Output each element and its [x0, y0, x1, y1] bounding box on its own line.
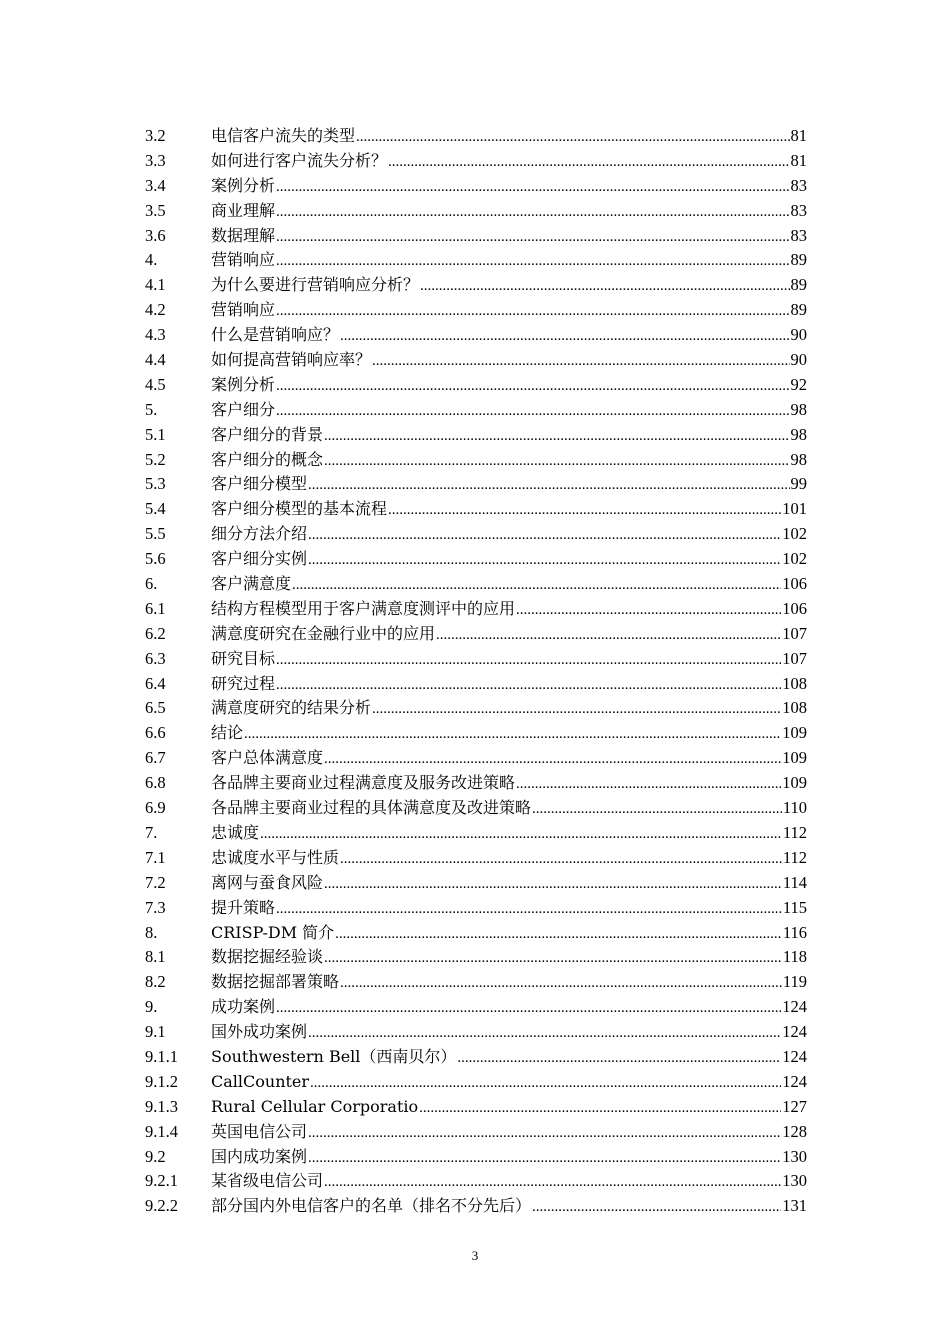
page-number: 3 — [471, 1248, 479, 1263]
toc-entry[interactable] — [145, 746, 807, 771]
toc-entry-title: 提升策略 — [211, 897, 276, 917]
toc-leader-dots — [276, 299, 789, 324]
toc-entry[interactable] — [145, 472, 807, 497]
toc-leader-dots — [276, 673, 781, 698]
toc-leader-dots — [324, 872, 782, 897]
toc-leader-dots — [276, 200, 789, 225]
toc-entry[interactable] — [145, 771, 807, 796]
toc-leader-dots — [340, 847, 782, 872]
toc-entry[interactable] — [145, 1095, 807, 1120]
toc-entry[interactable] — [145, 497, 807, 522]
toc-entry-page: 89 — [790, 250, 807, 270]
toc-entry-page: 106 — [782, 574, 807, 594]
toc-leader-dots — [308, 1021, 781, 1046]
toc-entry-number: 7.3 — [145, 897, 166, 917]
toc-leader-dots — [244, 722, 781, 747]
toc-entry-title: 客户细分模型的基本流程 — [211, 499, 388, 519]
toc-entry-number: 5.2 — [145, 449, 166, 469]
toc-leader-dots — [276, 897, 782, 922]
toc-leader-dots — [308, 523, 781, 548]
toc-entry-title: 国外成功案例 — [211, 1022, 308, 1042]
toc-leader-dots — [276, 399, 789, 424]
toc-entry-number: 5.4 — [145, 499, 166, 519]
toc-entry-number: 9.1.1 — [145, 1046, 178, 1066]
toc-entry-title: 某省级电信公司 — [211, 1171, 324, 1191]
toc-entry-number: 6.5 — [145, 698, 166, 718]
toc-entry-title: 客户总体满意度 — [211, 748, 324, 768]
toc-leader-dots — [420, 274, 789, 299]
toc-entry-number: 6.9 — [145, 798, 166, 818]
toc-entry[interactable] — [145, 373, 807, 398]
toc-entry[interactable] — [145, 945, 807, 970]
toc-entry-number: 6. — [145, 574, 158, 594]
toc-entry-number: 4.2 — [145, 300, 166, 320]
toc-entry-page: 107 — [782, 648, 807, 668]
toc-entry-page: 109 — [782, 773, 807, 793]
toc-entry-page: 115 — [782, 897, 807, 917]
toc-entry[interactable] — [145, 1145, 807, 1170]
toc-entry-page: 112 — [782, 822, 807, 842]
toc-entry-number: 6.7 — [145, 748, 166, 768]
toc-leader-dots — [372, 349, 789, 374]
toc-leader-dots — [388, 498, 781, 523]
toc-entry-title: Rural Cellular Corporatio — [211, 1096, 419, 1116]
toc-entry-page: 81 — [790, 150, 807, 170]
toc-entry-page: 119 — [782, 972, 807, 992]
toc-entry-page: 124 — [782, 1022, 807, 1042]
toc-entry-page: 109 — [782, 748, 807, 768]
toc-entry-page: 124 — [782, 1071, 807, 1091]
toc-entry-number: 5.3 — [145, 474, 166, 494]
toc-entry-title: 研究目标 — [211, 648, 276, 668]
toc-entry-number: 3.4 — [145, 175, 166, 195]
toc-leader-dots — [324, 424, 789, 449]
toc-entry-number: 6.2 — [145, 623, 166, 643]
toc-entry-title: 案例分析 — [211, 374, 276, 394]
toc-entry[interactable] — [145, 696, 807, 721]
toc-entry-title: 电信客户流失的类型 — [211, 126, 356, 145]
toc-entry-title: 案例分析 — [211, 175, 276, 195]
toc-leader-dots — [276, 996, 781, 1021]
toc-entry[interactable] — [145, 522, 807, 547]
toc-entry-title: 离网与蚕食风险 — [211, 872, 324, 892]
toc-entry-number: 7. — [145, 822, 158, 842]
toc-entry-number: 9.1.2 — [145, 1071, 178, 1091]
toc-entry[interactable] — [145, 298, 807, 323]
toc-entry-number: 6.8 — [145, 773, 166, 793]
toc-entry-number: 4.4 — [145, 350, 166, 370]
toc-entry[interactable] — [145, 224, 807, 249]
toc-entry-title: 各品牌主要商业过程的具体满意度及改进策略 — [211, 798, 532, 818]
toc-leader-dots — [388, 150, 789, 175]
toc-entry-page: 130 — [782, 1171, 807, 1191]
toc-entry[interactable] — [145, 721, 807, 746]
toc-leader-dots — [436, 623, 781, 648]
toc-leader-dots — [308, 473, 789, 498]
toc-leader-dots — [276, 648, 781, 673]
toc-entry-page: 131 — [782, 1196, 807, 1216]
toc-entry-title: 忠诚度 — [211, 822, 260, 842]
toc-entry-number: 3.3 — [145, 150, 166, 170]
toc-entry-page: 108 — [782, 673, 807, 693]
toc-entry-page: 98 — [790, 424, 807, 444]
toc-entry-number: 4.1 — [145, 275, 166, 295]
toc-entry[interactable] — [145, 821, 807, 846]
toc-entry-page: 102 — [782, 549, 807, 569]
toc-entry[interactable] — [145, 647, 807, 672]
toc-entry[interactable] — [145, 149, 807, 174]
toc-leader-dots — [516, 598, 781, 623]
toc-entry-title: 结构方程模型用于客户满意度测评中的应用 — [211, 598, 516, 618]
toc-entry-page: 98 — [790, 449, 807, 469]
toc-entry-title: CRISP-DM 简介 — [211, 922, 335, 942]
toc-entry[interactable] — [145, 871, 807, 896]
toc-entry-title: CallCounter — [211, 1071, 310, 1091]
toc-leader-dots — [457, 1046, 781, 1071]
toc-entry-page: 127 — [782, 1096, 807, 1116]
toc-leader-dots — [276, 374, 789, 399]
toc-entry-title: 客户满意度 — [211, 574, 292, 594]
toc-entry-number: 5. — [145, 399, 158, 419]
toc-entry[interactable] — [145, 796, 807, 821]
toc-entry[interactable] — [145, 672, 807, 697]
toc-leader-dots — [276, 249, 789, 274]
toc-entry-number: 4. — [145, 250, 158, 270]
toc-entry[interactable] — [145, 423, 807, 448]
toc-entry-page: 89 — [790, 300, 807, 320]
toc-entry-number: 8. — [145, 922, 158, 942]
toc-entry[interactable] — [145, 622, 807, 647]
toc-entry[interactable] — [145, 248, 807, 273]
toc-leader-dots — [276, 175, 789, 200]
toc-entry[interactable] — [145, 1120, 807, 1145]
toc-entry-title: 营销响应 — [211, 300, 276, 320]
toc-entry-page: 124 — [782, 997, 807, 1017]
toc-entry-title: 数据挖掘部署策略 — [211, 972, 340, 992]
toc-entry[interactable] — [145, 896, 807, 921]
toc-entry-number: 5.6 — [145, 549, 166, 569]
toc-entry-page: 92 — [790, 374, 807, 394]
toc-entry[interactable] — [145, 970, 807, 995]
toc-leader-dots — [276, 225, 789, 250]
toc-entry-title: 客户细分 — [211, 399, 276, 419]
toc-leader-dots — [324, 449, 789, 474]
toc-entry-title: 各品牌主要商业过程满意度及服务改进策略 — [211, 773, 516, 793]
toc-entry-number: 5.1 — [145, 424, 166, 444]
toc-entry-number: 8.2 — [145, 972, 166, 992]
table-of-contents — [145, 124, 807, 1219]
toc-leader-dots — [308, 548, 781, 573]
toc-entry[interactable] — [145, 1045, 807, 1070]
toc-entry-title: 为什么要进行营销响应分析？ — [211, 275, 420, 295]
toc-entry-page: 112 — [782, 847, 807, 867]
toc-entry-number: 9.1 — [145, 1022, 166, 1042]
toc-entry-title: 客户细分实例 — [211, 549, 308, 569]
toc-entry-page: 81 — [790, 126, 807, 145]
toc-entry-number: 6.1 — [145, 598, 166, 618]
toc-entry-page: 118 — [782, 947, 807, 967]
toc-entry-page: 83 — [790, 200, 807, 220]
toc-entry[interactable] — [145, 174, 807, 199]
toc-entry-number: 8.1 — [145, 947, 166, 967]
toc-leader-dots — [292, 573, 781, 598]
toc-entry-number: 9.2.2 — [145, 1196, 178, 1216]
toc-entry-page: 102 — [782, 524, 807, 544]
toc-entry[interactable] — [145, 1194, 807, 1219]
toc-entry-page: 128 — [782, 1121, 807, 1141]
toc-entry-page: 109 — [782, 723, 807, 743]
toc-leader-dots — [356, 125, 789, 150]
toc-leader-dots — [324, 747, 781, 772]
toc-entry[interactable] — [145, 1169, 807, 1194]
toc-entry-title: 成功案例 — [211, 997, 276, 1017]
toc-entry-page: 98 — [790, 399, 807, 419]
toc-entry-title: 忠诚度水平与性质 — [211, 847, 340, 867]
toc-entry[interactable] — [145, 572, 807, 597]
toc-entry-number: 6.6 — [145, 723, 166, 743]
toc-leader-dots — [532, 797, 782, 822]
toc-entry-title: 英国电信公司 — [211, 1121, 308, 1141]
toc-entry-title: 国内成功案例 — [211, 1146, 308, 1166]
toc-entry-number: 9.1.4 — [145, 1121, 178, 1141]
toc-entry-title: 满意度研究的结果分析 — [211, 698, 372, 718]
toc-entry-number: 7.2 — [145, 872, 166, 892]
toc-entry[interactable] — [145, 1020, 807, 1045]
toc-entry-page: 110 — [782, 798, 807, 818]
toc-entry-title: 客户细分的背景 — [211, 424, 324, 444]
toc-entry-page: 90 — [790, 325, 807, 345]
toc-entry-number: 3.2 — [145, 126, 166, 145]
toc-leader-dots — [340, 324, 789, 349]
toc-entry-title: 结论 — [211, 723, 244, 743]
toc-entry-number: 4.5 — [145, 374, 166, 394]
toc-entry-number: 9.2 — [145, 1146, 166, 1166]
toc-entry-title: 商业理解 — [211, 200, 276, 220]
toc-entry-page: 101 — [782, 499, 807, 519]
toc-entry-title: 什么是营销响应？ — [211, 325, 340, 345]
toc-entry-number: 5.5 — [145, 524, 166, 544]
toc-entry-number: 6.4 — [145, 673, 166, 693]
toc-entry-page: 106 — [782, 598, 807, 618]
toc-entry-title: 营销响应 — [211, 250, 276, 270]
toc-entry-title: 如何提高营销响应率？ — [211, 350, 372, 370]
toc-entry[interactable] — [145, 348, 807, 373]
toc-entry-page: 114 — [782, 872, 807, 892]
toc-entry[interactable] — [145, 1070, 807, 1095]
toc-entry[interactable] — [145, 846, 807, 871]
toc-entry-title: 客户细分的概念 — [211, 449, 324, 469]
toc-entry-title: 部分国内外电信客户的名单（排名不分先后） — [211, 1196, 532, 1216]
toc-entry-page: 130 — [782, 1146, 807, 1166]
toc-entry-number: 3.5 — [145, 200, 166, 220]
toc-leader-dots — [324, 1170, 781, 1195]
toc-entry-title: 客户细分模型 — [211, 474, 308, 494]
toc-entry-number: 6.3 — [145, 648, 166, 668]
toc-entry-title: 满意度研究在金融行业中的应用 — [211, 623, 436, 643]
toc-leader-dots — [372, 697, 781, 722]
toc-leader-dots — [335, 922, 782, 947]
toc-leader-dots — [308, 1121, 781, 1146]
toc-entry[interactable] — [145, 199, 807, 224]
toc-entry-number: 7.1 — [145, 847, 166, 867]
toc-entry-page: 90 — [790, 350, 807, 370]
toc-entry[interactable] — [145, 921, 807, 946]
toc-entry-title: 数据理解 — [211, 225, 276, 245]
toc-leader-dots — [532, 1195, 781, 1220]
toc-entry-title: 数据挖掘经验谈 — [211, 947, 324, 967]
toc-leader-dots — [340, 971, 782, 996]
toc-entry-title: Southwestern Bell（西南贝尔） — [211, 1046, 457, 1066]
toc-entry[interactable] — [145, 273, 807, 298]
toc-entry[interactable] — [145, 597, 807, 622]
toc-entry-title: 如何进行客户流失分析？ — [211, 150, 388, 170]
toc-leader-dots — [260, 822, 782, 847]
toc-leader-dots — [310, 1071, 781, 1096]
toc-leader-dots — [308, 1146, 781, 1171]
toc-entry[interactable] — [145, 323, 807, 348]
toc-entry-page: 83 — [790, 225, 807, 245]
toc-entry-page: 124 — [782, 1046, 807, 1066]
toc-entry[interactable] — [145, 995, 807, 1020]
toc-entry[interactable] — [145, 448, 807, 473]
toc-entry-number: 9.1.3 — [145, 1096, 178, 1116]
toc-entry-number: 4.3 — [145, 325, 166, 345]
toc-leader-dots — [516, 772, 781, 797]
toc-entry-page: 107 — [782, 623, 807, 643]
toc-entry-number: 9.2.1 — [145, 1171, 178, 1191]
toc-entry-number: 9. — [145, 997, 158, 1017]
toc-entry-page: 99 — [790, 474, 807, 494]
toc-entry[interactable] — [145, 398, 807, 423]
toc-entry-page: 89 — [790, 275, 807, 295]
toc-entry-page: 108 — [782, 698, 807, 718]
toc-leader-dots — [419, 1096, 781, 1121]
toc-entry-title: 细分方法介绍 — [211, 524, 308, 544]
toc-entry-page: 83 — [790, 175, 807, 195]
toc-entry-page: 116 — [782, 922, 807, 942]
toc-entry-number: 3.6 — [145, 225, 166, 245]
toc-entry[interactable] — [145, 124, 807, 149]
toc-leader-dots — [324, 946, 782, 971]
toc-entry[interactable] — [145, 547, 807, 572]
toc-entry-title: 研究过程 — [211, 673, 276, 693]
